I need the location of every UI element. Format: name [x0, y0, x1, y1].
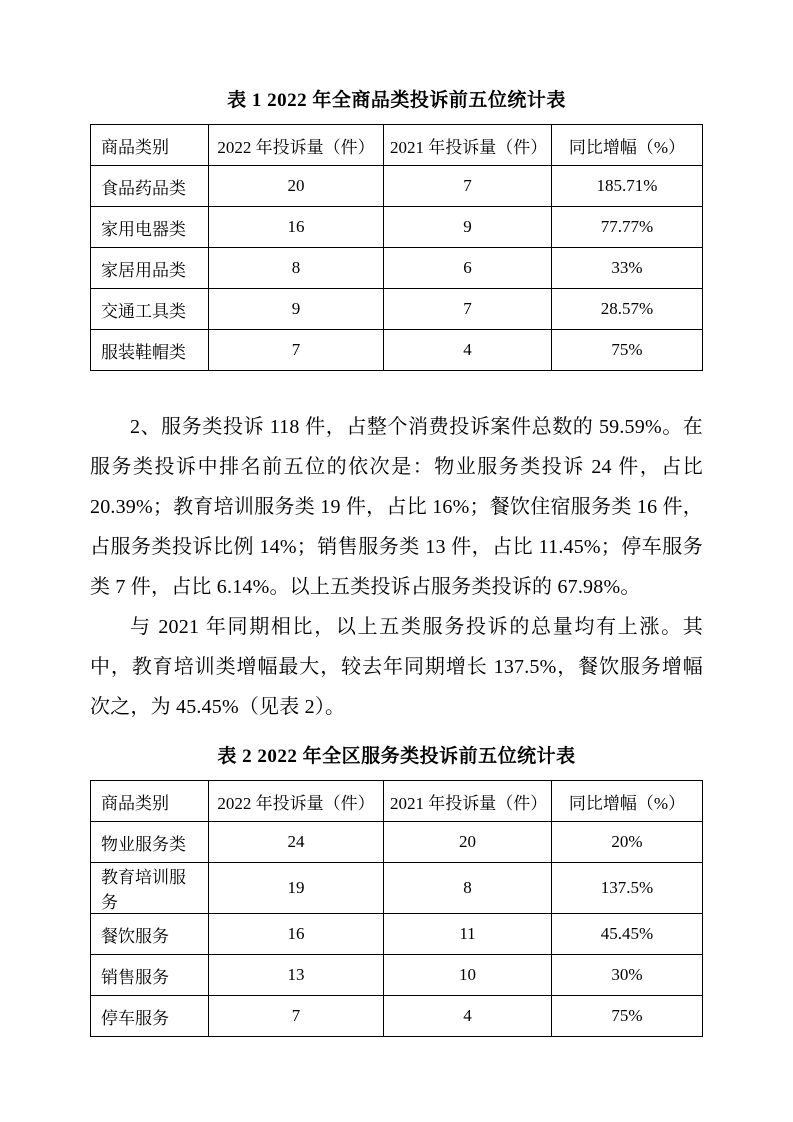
table2-row1-category: 教育培训服务 — [91, 863, 209, 914]
table2-header-2022: 2022 年投诉量（件） — [209, 781, 384, 822]
paragraph-service-complaints: 2、服务类投诉 118 件，占整个消费投诉案件总数的 59.59%。在服务类投诉中排名前五位的依次是：物业服务类投诉 24 件，占比 20.39%；教育培训服务类 19 件，占比 16%；餐饮住宿服务类 16 件，占服务类投诉比例 14%；销售服务类 13 件，占比 11.45%；停车服务类 7 件，占比 6.14%。以上五类投诉占服务类投诉的 67.98%。 — [90, 416, 703, 598]
table1-header-growth: 同比增幅（%） — [552, 125, 703, 166]
table2-row3-growth: 30% — [552, 955, 703, 996]
table1-header-category: 商品类别 — [91, 125, 209, 166]
table-row — [91, 207, 703, 248]
paragraph-year-comparison: 与 2021 年同期相比，以上五类服务投诉的总量均有上涨。其中，教育培训类增幅最大，较去年同期增长 137.5%，餐饮服务增幅次之，为 45.45%（见表 2）。 — [90, 616, 703, 718]
table-row — [91, 996, 703, 1037]
table-header-row — [91, 781, 703, 822]
table2-row0-category: 物业服务类 — [91, 822, 209, 863]
table2-header-2021: 2021 年投诉量（件） — [384, 781, 552, 822]
table1-row3-2022: 9 — [209, 289, 384, 330]
table1-complaints-goods — [90, 124, 703, 371]
table-row — [91, 289, 703, 330]
table2-row3-2022: 13 — [209, 955, 384, 996]
spacer — [90, 727, 703, 741]
table2-header-category: 商品类别 — [91, 781, 209, 822]
table1-row0-2022: 20 — [209, 166, 384, 207]
spacer — [90, 371, 703, 407]
table-row — [91, 248, 703, 289]
table2-row2-2021: 11 — [384, 914, 552, 955]
table1-row2-growth: 33% — [552, 248, 703, 289]
table2-row3-category: 销售服务 — [91, 955, 209, 996]
table1-row2-category: 家居用品类 — [91, 248, 209, 289]
table-row — [91, 863, 703, 914]
table1-header-2021: 2021 年投诉量（件） — [384, 125, 552, 166]
table2-row2-category: 餐饮服务 — [91, 914, 209, 955]
table2-row1-2021: 8 — [384, 863, 552, 914]
table1-row4-2022: 7 — [209, 330, 384, 371]
table2-row0-2022: 24 — [209, 822, 384, 863]
table1-row0-growth: 185.71% — [552, 166, 703, 207]
table-row — [91, 822, 703, 863]
table2-row2-2022: 16 — [209, 914, 384, 955]
table1-row4-category: 服装鞋帽类 — [91, 330, 209, 371]
table1-row1-growth: 77.77% — [552, 207, 703, 248]
table2-row4-growth: 75% — [552, 996, 703, 1037]
table1-row3-category: 交通工具类 — [91, 289, 209, 330]
table1-row2-2022: 8 — [209, 248, 384, 289]
table2-complaints-services — [90, 780, 703, 1037]
table1-row4-2021: 4 — [384, 330, 552, 371]
table2-row4-category: 停车服务 — [91, 996, 209, 1037]
table-row — [91, 330, 703, 371]
table2-row0-2021: 20 — [384, 822, 552, 863]
table-row — [91, 955, 703, 996]
table-row — [91, 166, 703, 207]
table2-row3-2021: 10 — [384, 955, 552, 996]
table1-row3-2021: 7 — [384, 289, 552, 330]
table1-header-2022: 2022 年投诉量（件） — [209, 125, 384, 166]
table1-row2-2021: 6 — [384, 248, 552, 289]
table1-row1-category: 家用电器类 — [91, 207, 209, 248]
table1-row1-2021: 9 — [384, 207, 552, 248]
table1-row1-2022: 16 — [209, 207, 384, 248]
table1-row0-2021: 7 — [384, 166, 552, 207]
table2-header-growth: 同比增幅（%） — [552, 781, 703, 822]
table-header-row — [91, 125, 703, 166]
table2-row1-growth: 137.5% — [552, 863, 703, 914]
table2-row4-2022: 7 — [209, 996, 384, 1037]
table1-row0-category: 食品药品类 — [91, 166, 209, 207]
table1-row3-growth: 28.57% — [552, 289, 703, 330]
table2-row2-growth: 45.45% — [552, 914, 703, 955]
table2-row1-2022: 19 — [209, 863, 384, 914]
table-row — [91, 914, 703, 955]
table2-caption: 表 2 2022 年全区服务类投诉前五位统计表 — [217, 746, 576, 767]
table1-caption: 表 1 2022 年全商品类投诉前五位统计表 — [227, 90, 566, 111]
table2-row4-2021: 4 — [384, 996, 552, 1037]
table2-row0-growth: 20% — [552, 822, 703, 863]
table1-row4-growth: 75% — [552, 330, 703, 371]
